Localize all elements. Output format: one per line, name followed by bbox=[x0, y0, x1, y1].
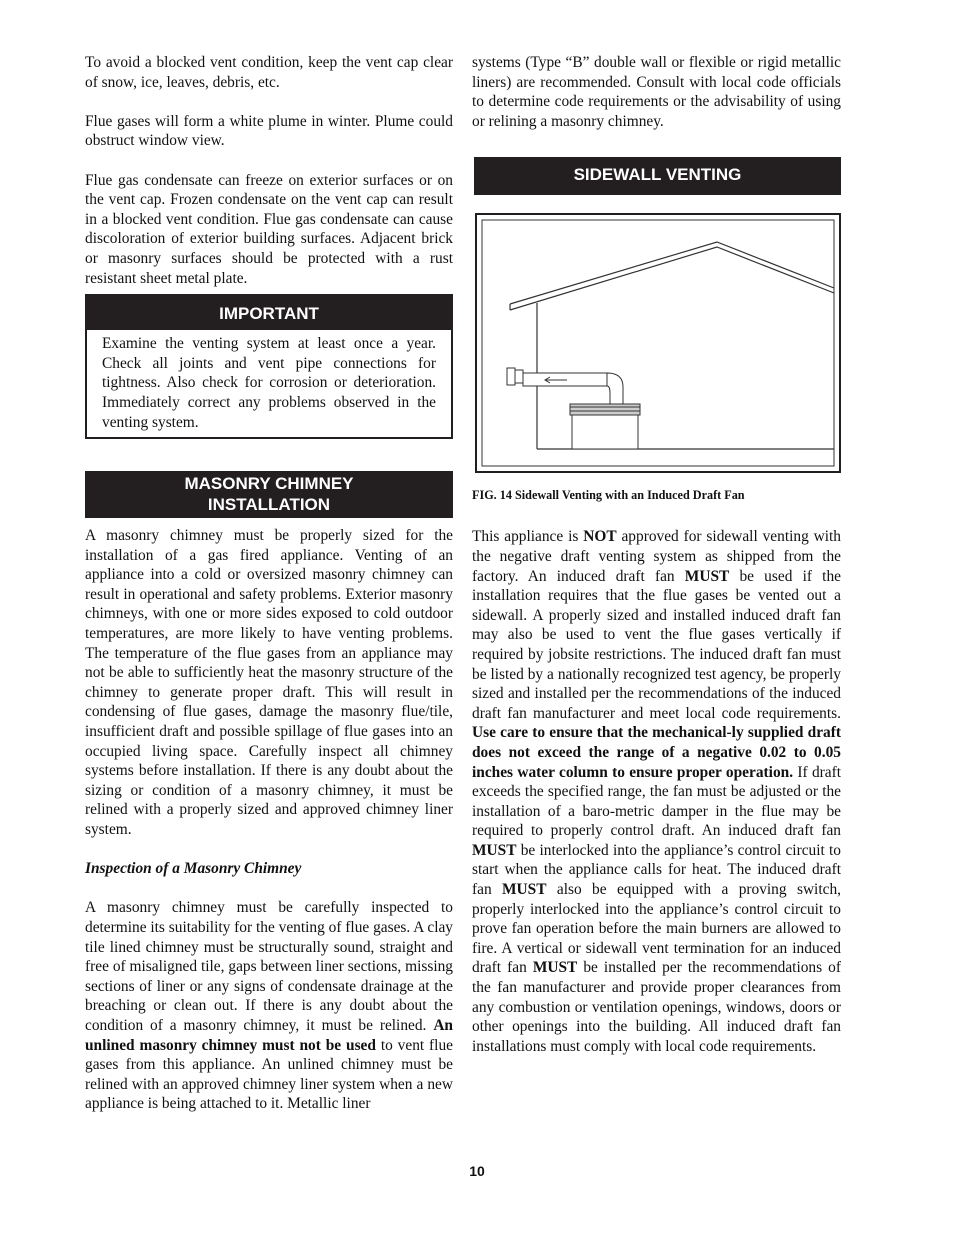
draft-range-warning: Use care to ensure that the mechanical-ly supplied draft does not exceed the range of a negative 0.02 to 0.05 inches water column to ensure proper operation. bbox=[472, 724, 841, 781]
body-text: approved for sidewall venting with the negative draft venting system as shipped from the factory. An induced draft fan bbox=[472, 528, 842, 585]
unlined-warning: An unlined masonry chimney must not be used bbox=[85, 1016, 453, 1054]
body-text: This appliance is bbox=[472, 528, 584, 546]
sidewall-body-paragraph bbox=[472, 527, 841, 1056]
roof-icon bbox=[510, 242, 834, 310]
masonry-chimney-header bbox=[85, 471, 453, 518]
page-number: 10 bbox=[469, 1163, 485, 1179]
left-column bbox=[85, 53, 453, 1134]
body-text: be installed per the recommendations of the fan manufacturer and provide proper clearances from any combustion or ventilation openings, windows, doors or other openings into the building. All induced draft fan installations must comply with local code requirements. bbox=[472, 959, 841, 1055]
body-text: also be equipped with a proving switch, properly interlocked into the appliance’s control circuit to prove fan operation before the main burners are allowed to fire. A vertical or sidewall vent termination for an induced draft fan bbox=[472, 881, 841, 977]
body-emphasis: MUST bbox=[684, 567, 730, 585]
body-emphasis: MUST bbox=[502, 881, 547, 899]
inspection-subheading: Inspection of a Masonry Chimney bbox=[85, 860, 302, 878]
masonry-title-line1: MASONRY CHIMNEY bbox=[184, 474, 354, 494]
figure-inner-frame bbox=[482, 220, 834, 466]
body-text: If draft exceeds the specified range, the fan must be adjusted or the installation of a baro-metric damper in the flue may be required to properly control draft. An induced draft fan bbox=[472, 763, 841, 840]
body-text: be used if the installation requires that the flue gases be vented out a sidewall. A properly sized and installed induced draft fan may also be used to vent the flue gases vertically if required by jobsite restrictions. The induced draft fan must be listed by a nationally recognized test agency, be properly sized and installed per the recommendations of the induced draft fan manufacturer and meet local code requirements. bbox=[472, 567, 841, 722]
vent-cap-paragraph: To avoid a blocked vent condition, keep the vent cap clear of snow, ice, leaves, debris, etc. bbox=[85, 54, 453, 91]
vent-pipe-icon bbox=[523, 373, 607, 386]
body-emphasis: MUST bbox=[472, 841, 517, 859]
important-title: IMPORTANT bbox=[87, 296, 451, 330]
sidewall-venting-header: SIDEWALL VENTING bbox=[474, 157, 841, 195]
vent-termination-icon bbox=[507, 368, 523, 385]
inspection-paragraph bbox=[85, 898, 453, 1114]
body-emphasis: MUST bbox=[532, 959, 578, 977]
sidewall-venting-diagram bbox=[477, 215, 839, 471]
inspection-text-a: A masonry chimney must be carefully inspected to determine its suitability for the venting of flue gases. A clay tile lined chimney must be structurally sound, straight and free of misaligned tile, gaps between liner sections, missing sections of liner or any signs of condensate drainage at the breaching or clean out. If there is any doubt about the condition of a masonry chimney, it must be relined. bbox=[85, 899, 454, 1034]
important-body: Examine the venting system at least once a year. Check all joints and vent pipe connections for tightness. Also check for corrosion or deterioration. Immediately correct any problems observed in the venting system. bbox=[102, 335, 436, 431]
masonry-title-line2: INSTALLATION bbox=[207, 495, 331, 515]
body-emphasis: NOT bbox=[583, 528, 617, 546]
body-text: be interlocked into the appliance’s control circuit to start when the appliance calls for heat. The induced draft fan bbox=[472, 841, 841, 899]
vent-elbow-icon bbox=[607, 373, 623, 404]
condensate-paragraph: Flue gas condensate can freeze on exterior surfaces or on the vent cap. Frozen condensate on the vent cap can result in a blocked vent condition. Flue gas condensate can cause discoloration of exterior building surfaces. Adjacent brick or masonry surfaces should be protected with a rust resistant sheet metal plate. bbox=[85, 171, 453, 287]
masonry-intro-paragraph: A masonry chimney must be properly sized for the installation of a gas fired appliance. Venting of an appliance into a cold or oversized masonry chimney can result in operational and safety problems. Exterior masonry chimneys, with one or more sides exposed to cold outdoor temperatures, are more likely to have venting problems. The temperature of the flue gases from an appliance may not be able to sufficiently heat the masonry structure of the chimney to generate proper draft. This will result in condensing of flue gases, damage the masonry flue/tile, insufficient draft and possible spillage of flue gases into an occupied living space. Carefully inspect all chimney systems before installation. If there is any doubt about the sizing or condition of a masonry chimney, it must be relined with a properly sized and approved chimney liner system. bbox=[85, 527, 453, 838]
figure-caption: FIG. 14 Sidewall Venting with an Induced Draft Fan bbox=[472, 488, 745, 503]
right-column bbox=[472, 53, 841, 1076]
plume-paragraph: Flue gases will form a white plume in winter. Plume could obstruct window view. bbox=[85, 112, 453, 150]
sidewall-venting-figure bbox=[475, 213, 841, 473]
inspection-text-c: to vent flue gases from this appliance. An unlined chimney must be relined with an approved chimney liner system when a new appliance is being attached to it. Metallic liner bbox=[85, 1036, 453, 1113]
appliance-box bbox=[572, 415, 638, 449]
liner-continuation-paragraph: systems (Type “B” double wall or flexible or rigid metallic liners) are recommended. Consult with local code officials to determine code requirements or the advisability of using or relining a masonry chimney. bbox=[472, 54, 841, 130]
induced-draft-fan-icon bbox=[570, 404, 640, 415]
important-box bbox=[85, 294, 453, 439]
